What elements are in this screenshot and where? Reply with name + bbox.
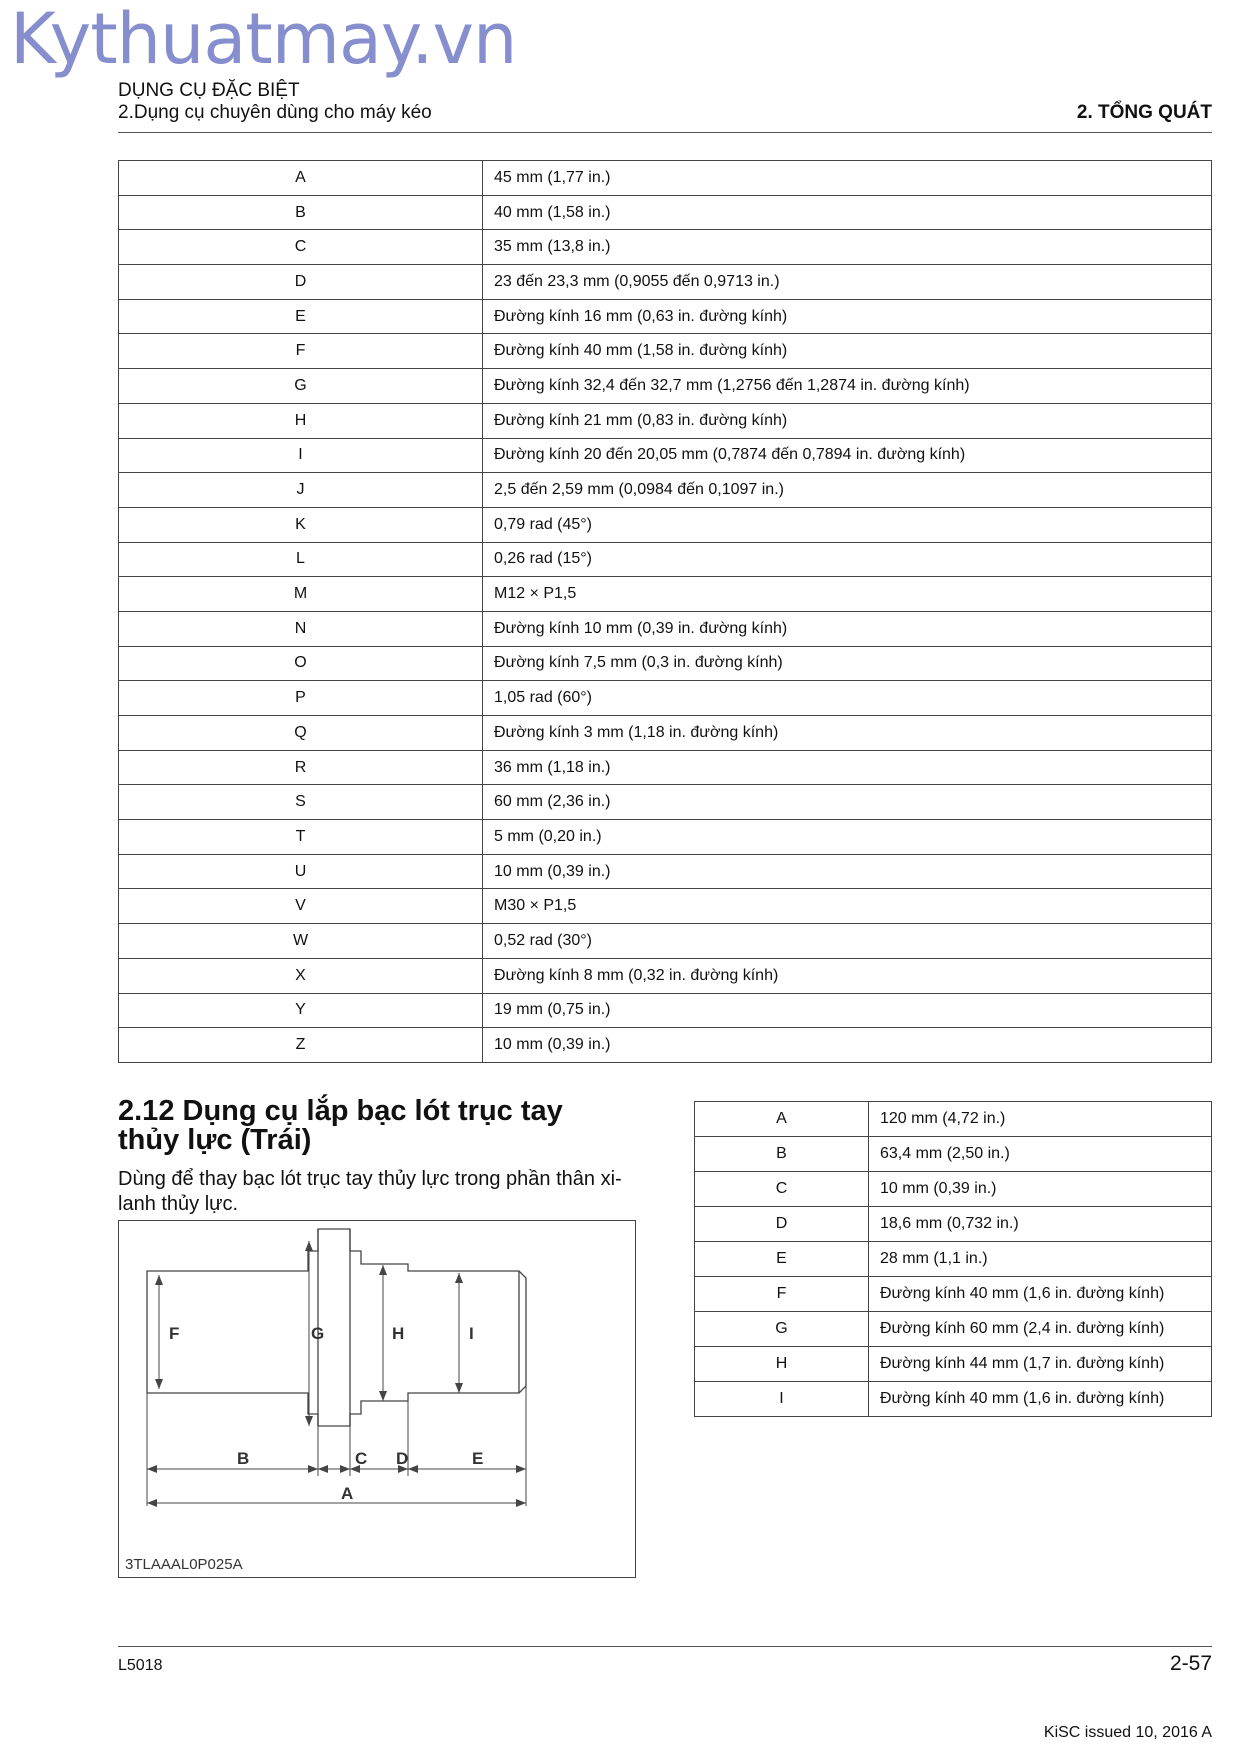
dimension-value: 28 mm (1,1 in.): [869, 1242, 1212, 1277]
dimension-value: Đường kính 21 mm (0,83 in. đường kính): [483, 403, 1212, 438]
dimension-value: Đường kính 7,5 mm (0,3 in. đường kính): [483, 646, 1212, 681]
table-row: [119, 473, 1212, 508]
table-row: [119, 1028, 1212, 1063]
dimension-key: Y: [119, 993, 483, 1028]
dimension-key: A: [695, 1102, 869, 1137]
table-row: [119, 438, 1212, 473]
dimension-value: 36 mm (1,18 in.): [483, 750, 1212, 785]
dimension-value: 1,05 rad (60°): [483, 681, 1212, 716]
dimension-key: W: [119, 924, 483, 959]
dimension-table-1: [118, 160, 1212, 1063]
header-divider: [118, 132, 1212, 133]
table-row: [119, 195, 1212, 230]
dimension-value: M12 × P1,5: [483, 577, 1212, 612]
dimension-key: P: [119, 681, 483, 716]
footer-model: L5018: [118, 1657, 163, 1674]
table-row: [119, 265, 1212, 300]
table-row: [119, 507, 1212, 542]
dimension-key: H: [695, 1347, 869, 1382]
table-row: [119, 716, 1212, 751]
dimension-value: Đường kính 44 mm (1,7 in. đường kính): [869, 1347, 1212, 1382]
dimension-value: Đường kính 40 mm (1,58 in. đường kính): [483, 334, 1212, 369]
dimension-key: A: [119, 161, 483, 196]
label-D: D: [396, 1449, 409, 1468]
dimension-key: F: [119, 334, 483, 369]
dimension-value: 0,26 rad (15°): [483, 542, 1212, 577]
footer-divider: [118, 1646, 1212, 1647]
section-description: Dùng để thay bạc lót trục tay thủy lực trong phần thân xi-lanh thủy lực.: [118, 1168, 622, 1215]
label-A: A: [341, 1484, 354, 1503]
table-row: [695, 1102, 1212, 1137]
dimension-value: 5 mm (0,20 in.): [483, 820, 1212, 855]
dimension-value: 45 mm (1,77 in.): [483, 161, 1212, 196]
dimension-value: 63,4 mm (2,50 in.): [869, 1137, 1212, 1172]
label-B: B: [237, 1449, 250, 1468]
table-row: [695, 1207, 1212, 1242]
dimension-value: Đường kính 20 đến 20,05 mm (0,7874 đến 0,7894 in. đường kính): [483, 438, 1212, 473]
dimension-value: 18,6 mm (0,732 in.): [869, 1207, 1212, 1242]
table-row: [119, 854, 1212, 889]
dimension-key: Z: [119, 1028, 483, 1063]
dimension-value: 0,52 rad (30°): [483, 924, 1212, 959]
dimension-key: U: [119, 854, 483, 889]
table-row: [695, 1242, 1212, 1277]
header-subtitle: 2.Dụng cụ chuyên dùng cho máy kéo: [118, 102, 432, 123]
label-I: I: [469, 1324, 474, 1343]
dimension-value: 0,79 rad (45°): [483, 507, 1212, 542]
dimension-value: Đường kính 8 mm (0,32 in. đường kính): [483, 958, 1212, 993]
label-C: C: [355, 1449, 368, 1468]
dimension-key: V: [119, 889, 483, 924]
table-row: [119, 681, 1212, 716]
dimension-value: Đường kính 16 mm (0,63 in. đường kính): [483, 299, 1212, 334]
watermark: Kythuatmay.vn: [10, 0, 517, 80]
dimension-key: I: [119, 438, 483, 473]
section-title: 2.12 Dụng cụ lắp bạc lót trục tay thủy lực (Trái): [118, 1095, 563, 1156]
dimension-key: D: [695, 1207, 869, 1242]
table-row: [119, 161, 1212, 196]
table-row: [119, 403, 1212, 438]
dimension-value: 60 mm (2,36 in.): [483, 785, 1212, 820]
table-row: [119, 889, 1212, 924]
dimension-key: R: [119, 750, 483, 785]
dimension-key: I: [695, 1382, 869, 1417]
table-row: [695, 1277, 1212, 1312]
dimension-key: S: [119, 785, 483, 820]
table-row: [695, 1172, 1212, 1207]
header-chapter: 2. TỔNG QUÁT: [1076, 102, 1212, 123]
dimension-key: G: [119, 369, 483, 404]
dimension-value: 23 đến 23,3 mm (0,9055 đến 0,9713 in.): [483, 265, 1212, 300]
dimension-key: J: [119, 473, 483, 508]
dimension-value: 40 mm (1,58 in.): [483, 195, 1212, 230]
label-F: F: [169, 1324, 180, 1343]
figure-code: 3TLAAAL0P025A: [125, 1556, 243, 1573]
dimension-value: 10 mm (0,39 in.): [869, 1172, 1212, 1207]
dimension-key: E: [119, 299, 483, 334]
table-row: [695, 1347, 1212, 1382]
dimension-key: C: [695, 1172, 869, 1207]
tool-drawing: [118, 1220, 636, 1578]
header-left: [118, 80, 432, 124]
label-H: H: [392, 1324, 405, 1343]
table-row: [119, 750, 1212, 785]
dimension-value: Đường kính 60 mm (2,4 in. đường kính): [869, 1312, 1212, 1347]
dimension-key: B: [119, 195, 483, 230]
footer-page-number: 2-57: [1169, 1652, 1212, 1675]
dimension-key: E: [695, 1242, 869, 1277]
dimension-value: 35 mm (13,8 in.): [483, 230, 1212, 265]
table-row: [119, 542, 1212, 577]
dimension-value: 2,5 đến 2,59 mm (0,0984 đến 0,1097 in.): [483, 473, 1212, 508]
dimension-value: M30 × P1,5: [483, 889, 1212, 924]
dimension-table-2: [694, 1101, 1212, 1417]
table-row: [119, 958, 1212, 993]
dimension-value: Đường kính 40 mm (1,6 in. đường kính): [869, 1277, 1212, 1312]
dimension-value: 19 mm (0,75 in.): [483, 993, 1212, 1028]
dimension-key: H: [119, 403, 483, 438]
table-row: [695, 1382, 1212, 1417]
dimension-value: Đường kính 32,4 đến 32,7 mm (1,2756 đến 1,2874 in. đường kính): [483, 369, 1212, 404]
dimension-key: T: [119, 820, 483, 855]
dimension-key: O: [119, 646, 483, 681]
dimension-key: G: [695, 1312, 869, 1347]
table-row: [119, 334, 1212, 369]
table-row: [119, 820, 1212, 855]
dimension-value: Đường kính 10 mm (0,39 in. đường kính): [483, 611, 1212, 646]
table-row: [119, 230, 1212, 265]
table-row: [119, 646, 1212, 681]
table-row: [119, 993, 1212, 1028]
dimension-key: D: [119, 265, 483, 300]
dimension-key: F: [695, 1277, 869, 1312]
tool-drawing-svg: [119, 1221, 634, 1576]
dimension-key: X: [119, 958, 483, 993]
table-row: [119, 924, 1212, 959]
dimension-value: 10 mm (0,39 in.): [483, 854, 1212, 889]
table-row: [695, 1312, 1212, 1347]
dimension-key: K: [119, 507, 483, 542]
dimension-value: 10 mm (0,39 in.): [483, 1028, 1212, 1063]
footer-issued: KiSC issued 10, 2016 A: [1043, 1724, 1212, 1741]
dimension-value: Đường kính 40 mm (1,6 in. đường kính): [869, 1382, 1212, 1417]
dimension-key: C: [119, 230, 483, 265]
table-row: [119, 369, 1212, 404]
dimension-value: Đường kính 3 mm (1,18 in. đường kính): [483, 716, 1212, 751]
dimension-value: 120 mm (4,72 in.): [869, 1102, 1212, 1137]
dimension-key: M: [119, 577, 483, 612]
header-title: DỤNG CỤ ĐẶC BIỆT: [118, 80, 300, 101]
dimension-key: Q: [119, 716, 483, 751]
table-row: [119, 611, 1212, 646]
table-row: [119, 785, 1212, 820]
table-row: [119, 577, 1212, 612]
table-row: [695, 1137, 1212, 1172]
dimension-key: L: [119, 542, 483, 577]
label-E: E: [472, 1449, 484, 1468]
label-G: G: [311, 1324, 325, 1343]
dimension-key: B: [695, 1137, 869, 1172]
dimension-key: N: [119, 611, 483, 646]
table-row: [119, 299, 1212, 334]
